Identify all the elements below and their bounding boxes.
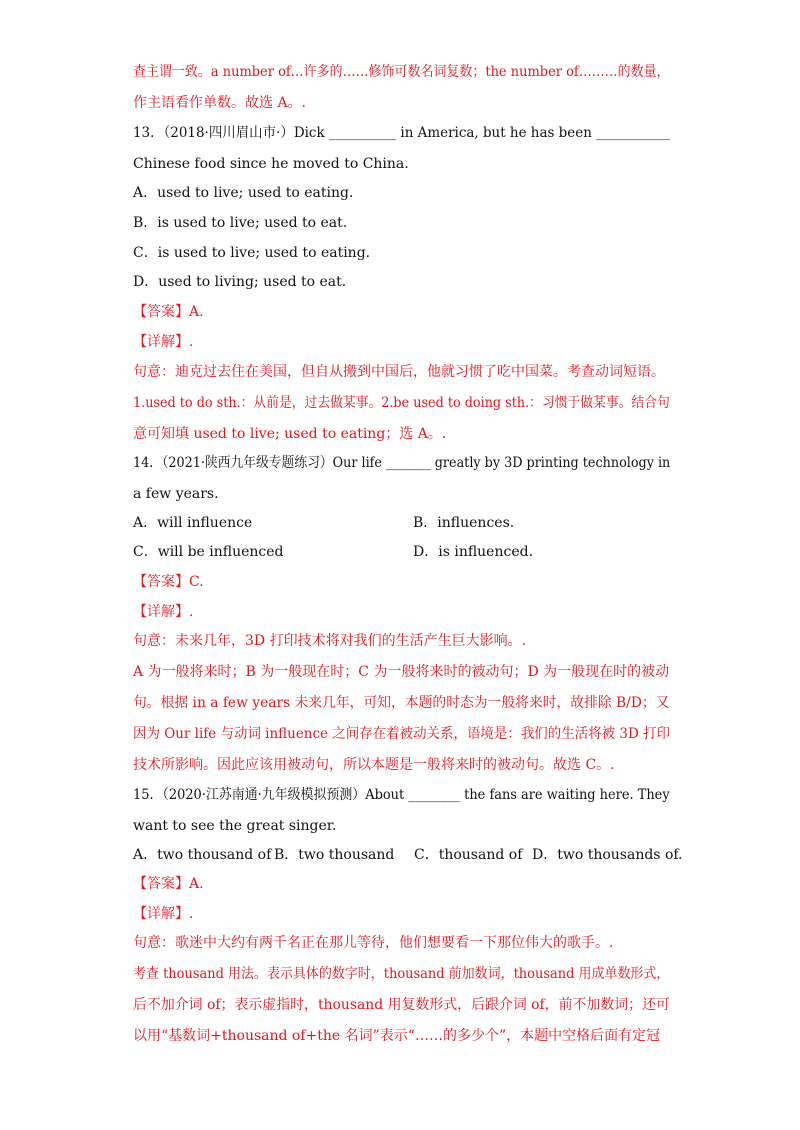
- explanation-line: 考查 thousand 用法。表示具体的数字时，thousand 前加数词，thousand 用成单数形式，: [133, 966, 670, 982]
- question-15-option-b: B．two thousand: [274, 847, 395, 863]
- question-13-option-b: B．is used to live; used to eat.: [133, 215, 348, 231]
- explanation-line: A 为一般将来时；B 为一般现在时；C 为一般将来时的被动句；D 为一般现在时的被动: [133, 664, 670, 680]
- question-15-option-a: A．two thousand of: [133, 847, 272, 863]
- explanation-line: 意可知填 used to live; used to eating；选 A。.: [133, 426, 447, 442]
- explanation-line: 后不加介词 of；表示虚指时，thousand 用复数形式，后跟介词 of，前不加数词；还可: [133, 997, 670, 1013]
- explanation-line: 查主谓一致。a number of…许多的……修饰可数名词复数；the number of………的数量，: [133, 64, 670, 80]
- question-14-option-c: C．will be influenced: [133, 544, 284, 560]
- explanation-line: 句意：迪克过去住在美国，但自从搬到中国后，他就习惯了吃中国菜。考查动词短语。: [133, 364, 665, 380]
- explanation-line: 以用“基数词+thousand of+the 名词”表示“……的多少个”，本题中空格后面有定冠: [133, 1028, 661, 1044]
- question-13-detail-heading: 【详解】.: [133, 334, 194, 350]
- question-14-detail-heading: 【详解】.: [133, 604, 194, 620]
- question-15-stem: want to see the great singer.: [133, 818, 337, 834]
- question-14-stem: a few years.: [133, 486, 219, 502]
- question-13-answer: 【答案】A.: [133, 304, 204, 320]
- question-13-stem: 13．（2018·四川眉山市·）Dick __________ in America, but he has been ___________: [133, 125, 671, 141]
- question-14-option-d: D．is influenced.: [413, 544, 534, 560]
- question-15-answer: 【答案】A.: [133, 876, 204, 892]
- question-15-option-d: D．two thousands of.: [532, 847, 683, 863]
- explanation-line: 句意：歌迷中大约有两千名正在那儿等待，他们想要看一下那位伟大的歌手。.: [133, 935, 614, 951]
- question-15-stem: 15．（2020·江苏南通·九年级模拟预测）About ________ the fans are waiting here. They: [133, 787, 670, 803]
- question-13-option-d: D．used to living; used to eat.: [133, 274, 347, 290]
- question-14-option-a: A．will influence: [133, 515, 253, 531]
- explanation-line: 句。根据 in a few years 未来几年，可知，本题的时态为一般将来时，故排除 B/D；又: [133, 695, 670, 711]
- explanation-line: 1.used to do sth.：从前是，过去做某事。2.be used to doing sth.：习惯于做某事。结合句: [133, 395, 670, 411]
- explanation-line: 因为 Our life 与动词 influence 之间存在着被动关系，语境是：我们的生活将被 3D 打印: [133, 726, 670, 742]
- explanation-line: 作主语看作单数。故选 A。.: [133, 95, 307, 111]
- question-13-option-c: C．is used to live; used to eating.: [133, 245, 371, 261]
- explanation-line: 句意：未来几年，3D 打印技术将对我们的生活产生巨大影响。.: [133, 633, 527, 649]
- question-15-detail-heading: 【详解】.: [133, 906, 194, 922]
- question-14-answer: 【答案】C.: [133, 574, 204, 590]
- explanation-line: 技术所影响。因此应该用被动句，所以本题是一般将来时的被动句。故选 C。.: [133, 757, 615, 773]
- question-14-option-b: B．influences.: [413, 515, 515, 531]
- question-14-stem: 14．（2021·陕西九年级专题练习）Our life _______ greatly by 3D printing technology in: [133, 455, 671, 471]
- question-15-option-c: C．thousand of: [414, 847, 523, 863]
- question-13-stem: Chinese food since he moved to China.: [133, 156, 409, 172]
- question-13-option-a: A．used to live; used to eating.: [133, 185, 354, 201]
